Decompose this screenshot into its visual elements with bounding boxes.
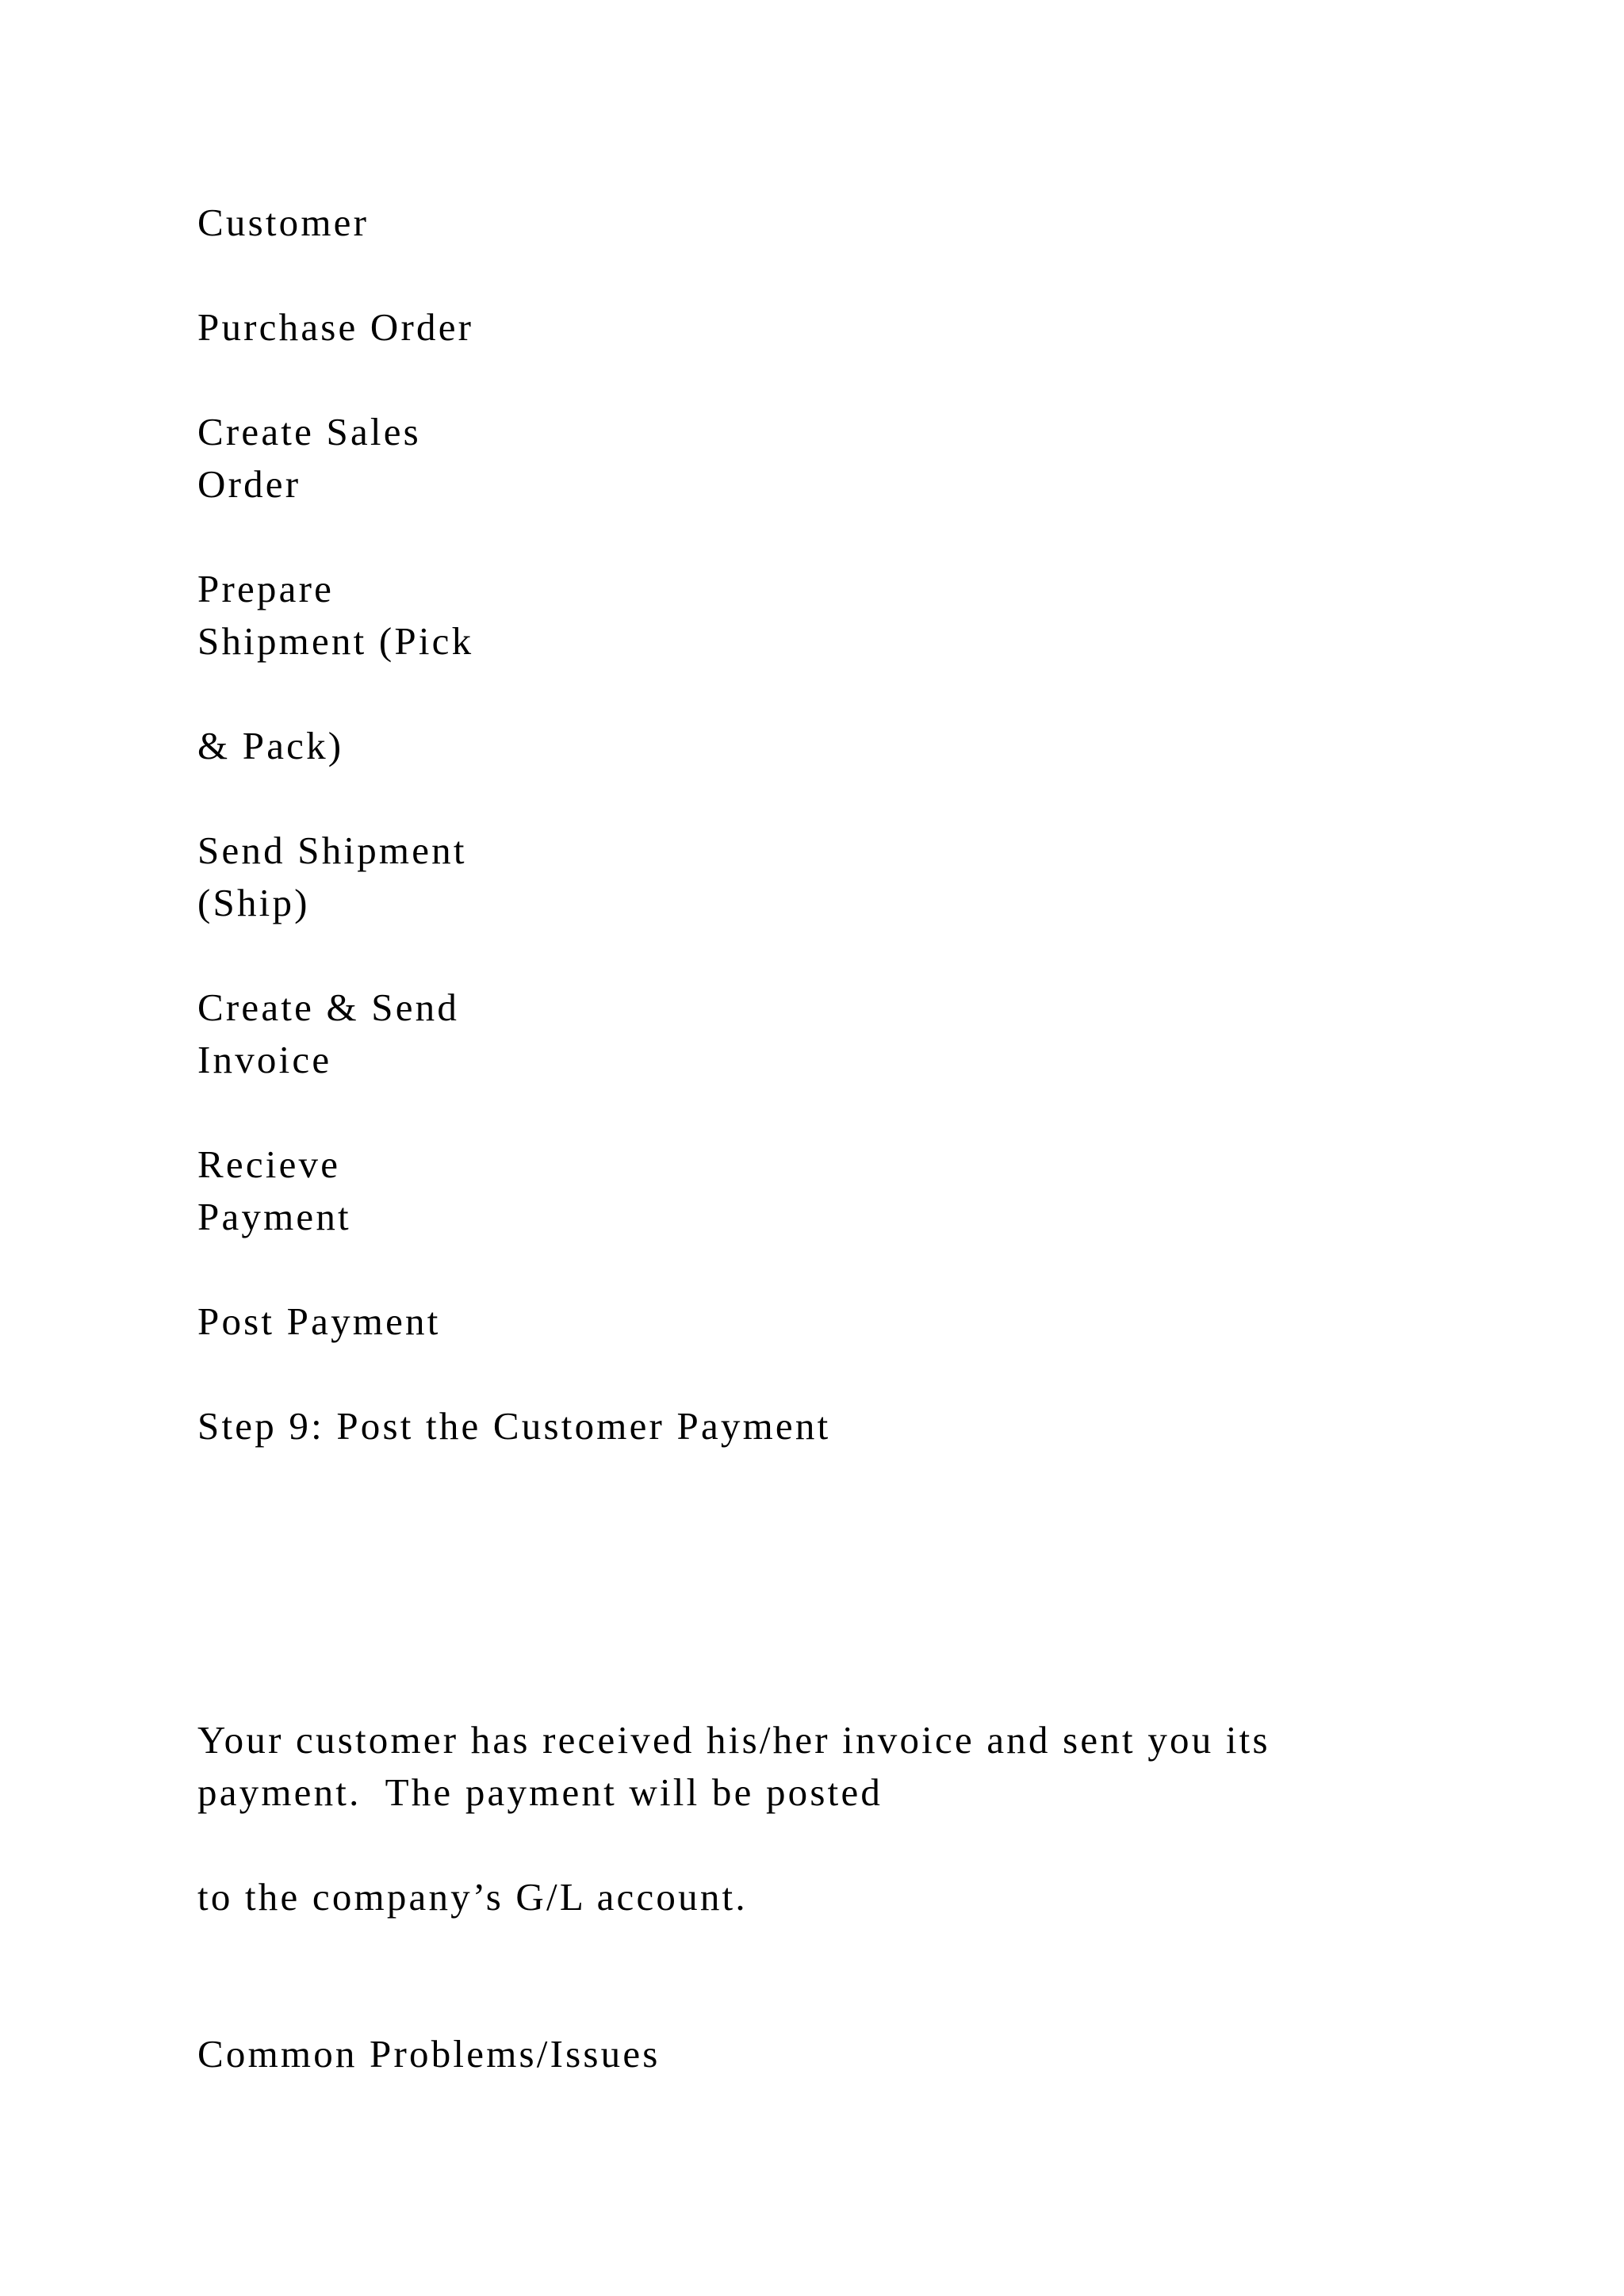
- text-line-and-pack: & Pack): [197, 724, 344, 767]
- section-heading-common-problems: Common Problems/Issues: [197, 2032, 661, 2076]
- paragraph-line-3: to the company’s G/L account.: [197, 1875, 748, 1919]
- text-line-customer: Customer: [197, 201, 370, 244]
- paragraph-line-2: payment. The payment will be posted: [197, 1770, 883, 1814]
- text-line-order: Order: [197, 462, 301, 506]
- text-line-create-send: Create & Send: [197, 985, 460, 1029]
- step-heading: Step 9: Post the Customer Payment: [197, 1404, 831, 1448]
- text-line-send-shipment: Send Shipment: [197, 828, 467, 872]
- text-line-payment: Payment: [197, 1195, 351, 1238]
- text-line-invoice: Invoice: [197, 1038, 332, 1081]
- text-line-create-sales: Create Sales: [197, 410, 421, 453]
- text-line-prepare: Prepare: [197, 567, 335, 610]
- text-line-recieve: Recieve: [197, 1142, 341, 1186]
- text-line-shipment-pick: Shipment (Pick: [197, 619, 474, 663]
- text-line-purchase-order: Purchase Order: [197, 305, 474, 349]
- text-line-ship: (Ship): [197, 881, 310, 924]
- text-line-post-payment: Post Payment: [197, 1299, 441, 1343]
- paragraph-line-1: Your customer has received his/her invoice and sent you its: [197, 1718, 1270, 1762]
